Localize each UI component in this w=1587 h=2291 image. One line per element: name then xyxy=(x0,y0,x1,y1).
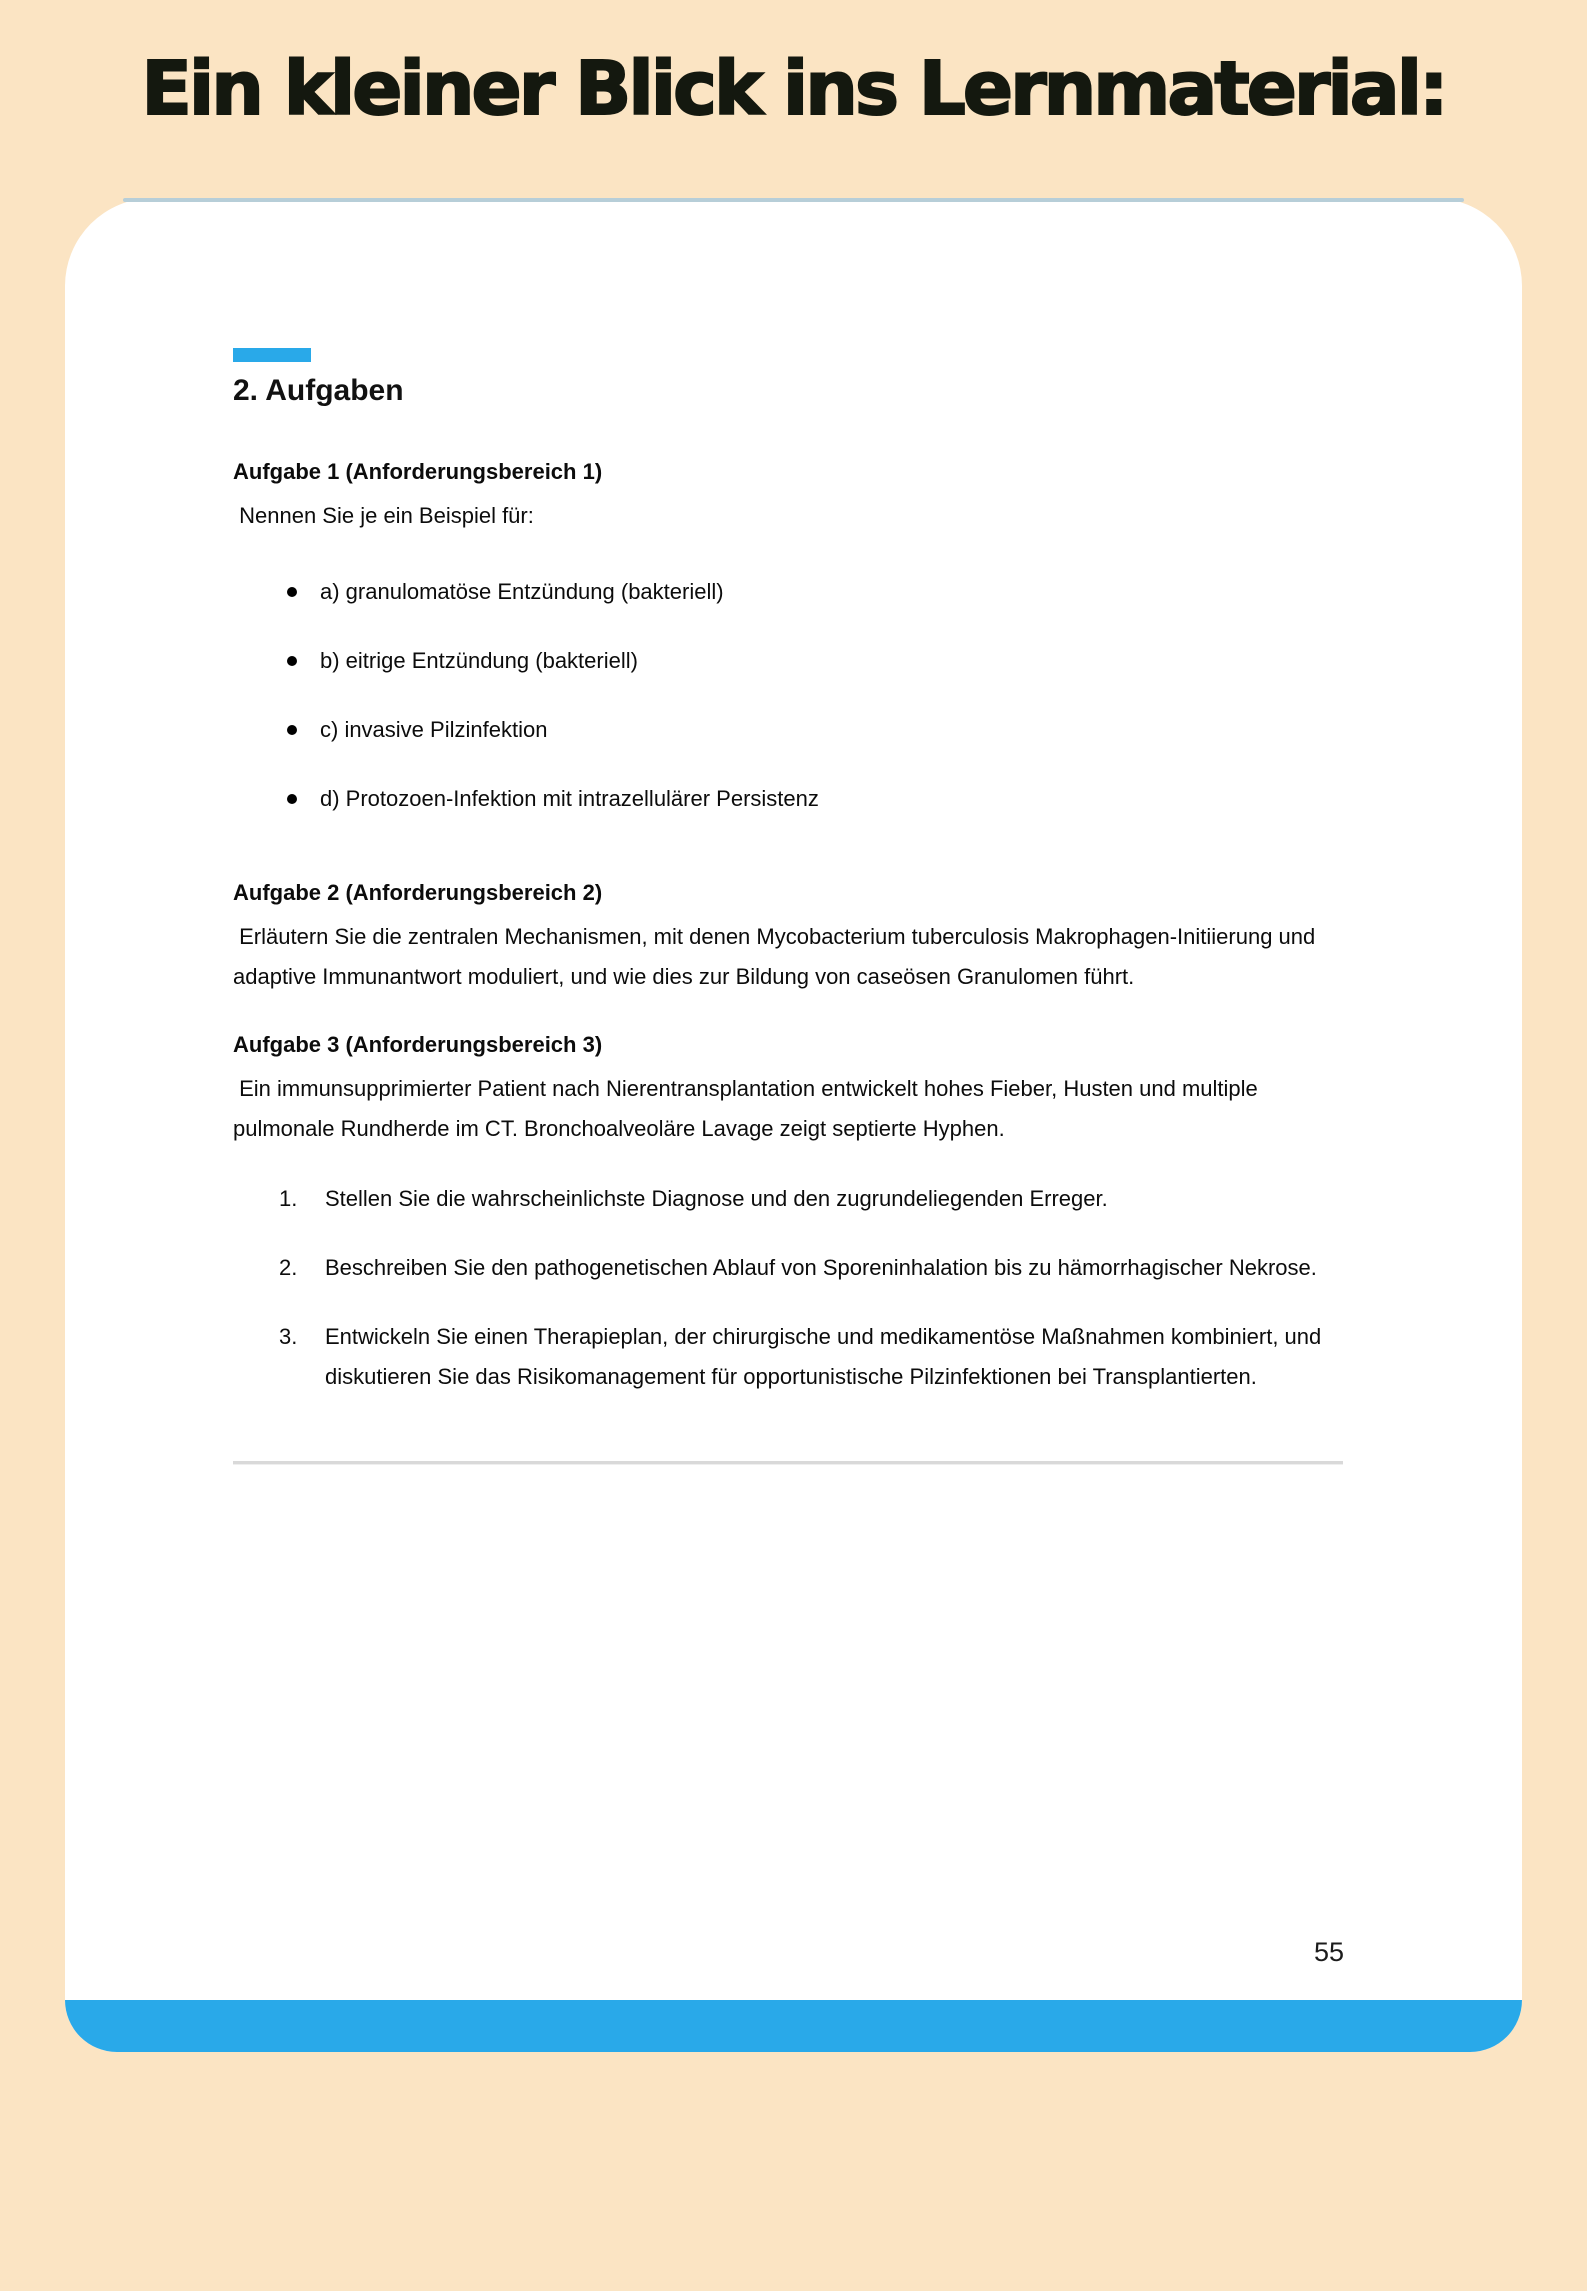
document-content xyxy=(233,348,1343,1465)
page-title: Ein kleiner Blick ins Lernmaterial: xyxy=(141,46,1446,132)
page-number: 55 xyxy=(1313,1937,1344,1967)
bullet-item xyxy=(233,710,1343,750)
task1-heading: Aufgabe 1 (Anforderungsbereich 1) xyxy=(233,459,603,484)
content-divider xyxy=(233,1461,1343,1465)
bullet-item xyxy=(233,572,1343,612)
document-preview-card xyxy=(65,198,1522,2052)
numbered-item-marker: 3. xyxy=(279,1324,298,1349)
task3-numbered-list xyxy=(233,1179,1343,1397)
numbered-item-marker: 2. xyxy=(279,1255,298,1280)
bullet-dot-icon xyxy=(287,794,297,804)
bullet-dot-icon xyxy=(287,725,297,735)
numbered-item-marker: 1. xyxy=(279,1186,298,1211)
bullet-item-text: a) granulomatöse Entzündung (bakteriell) xyxy=(320,579,724,604)
bullet-dot-icon xyxy=(287,587,297,597)
section-heading: 2. Aufgaben xyxy=(233,374,404,407)
numbered-item xyxy=(233,1179,1343,1219)
footer-bar xyxy=(65,2000,1522,2052)
numbered-item-text: Stellen Sie die wahrscheinlichste Diagnose und den zugrundeliegenden Erreger. xyxy=(325,1186,1108,1211)
bullet-item-text: d) Protozoen-Infektion mit intrazellulärer Persistenz xyxy=(320,786,819,811)
card-top-edge xyxy=(123,198,1464,202)
section-accent-bar xyxy=(233,348,311,362)
numbered-item xyxy=(233,1248,1343,1288)
task1-bullet-list xyxy=(233,572,1343,819)
task3-heading: Aufgabe 3 (Anforderungsbereich 3) xyxy=(233,1032,603,1057)
numbered-item-text: Beschreiben Sie den pathogenetischen Ablauf von Sporeninhalation bis zu hämorrhagischer Nekrose. xyxy=(325,1255,1317,1280)
numbered-item xyxy=(233,1317,1343,1397)
task1-intro: Nennen Sie je ein Beispiel für: xyxy=(233,503,534,528)
bullet-item-text: c) invasive Pilzinfektion xyxy=(320,717,548,742)
bullet-item xyxy=(233,641,1343,681)
task2-body: Erläutern Sie die zentralen Mechanismen, mit denen Mycobacterium tuberculosis Makrophagen-Initiierung und adaptive Immunantwort moduliert, und wie dies zur Bildung von caseösen Granulomen führt. xyxy=(233,924,1322,989)
task2-heading: Aufgabe 2 (Anforderungsbereich 2) xyxy=(233,880,603,905)
bullet-item-text: b) eitrige Entzündung (bakteriell) xyxy=(320,648,638,673)
numbered-item-text: Entwickeln Sie einen Therapieplan, der chirurgische und medikamentöse Maßnahmen kombiniert, und diskutieren Sie das Risikomanagement für opportunistische Pilzinfektionen bei Transplantierten. xyxy=(325,1324,1322,1389)
bullet-item xyxy=(233,779,1343,819)
bullet-dot-icon xyxy=(287,656,297,666)
task3-body: Ein immunsupprimierter Patient nach Nierentransplantation entwickelt hohes Fieber, Husten und multiple pulmonale Rundherde im CT. Bronchoalveoläre Lavage zeigt septierte Hyphen. xyxy=(233,1076,1264,1141)
